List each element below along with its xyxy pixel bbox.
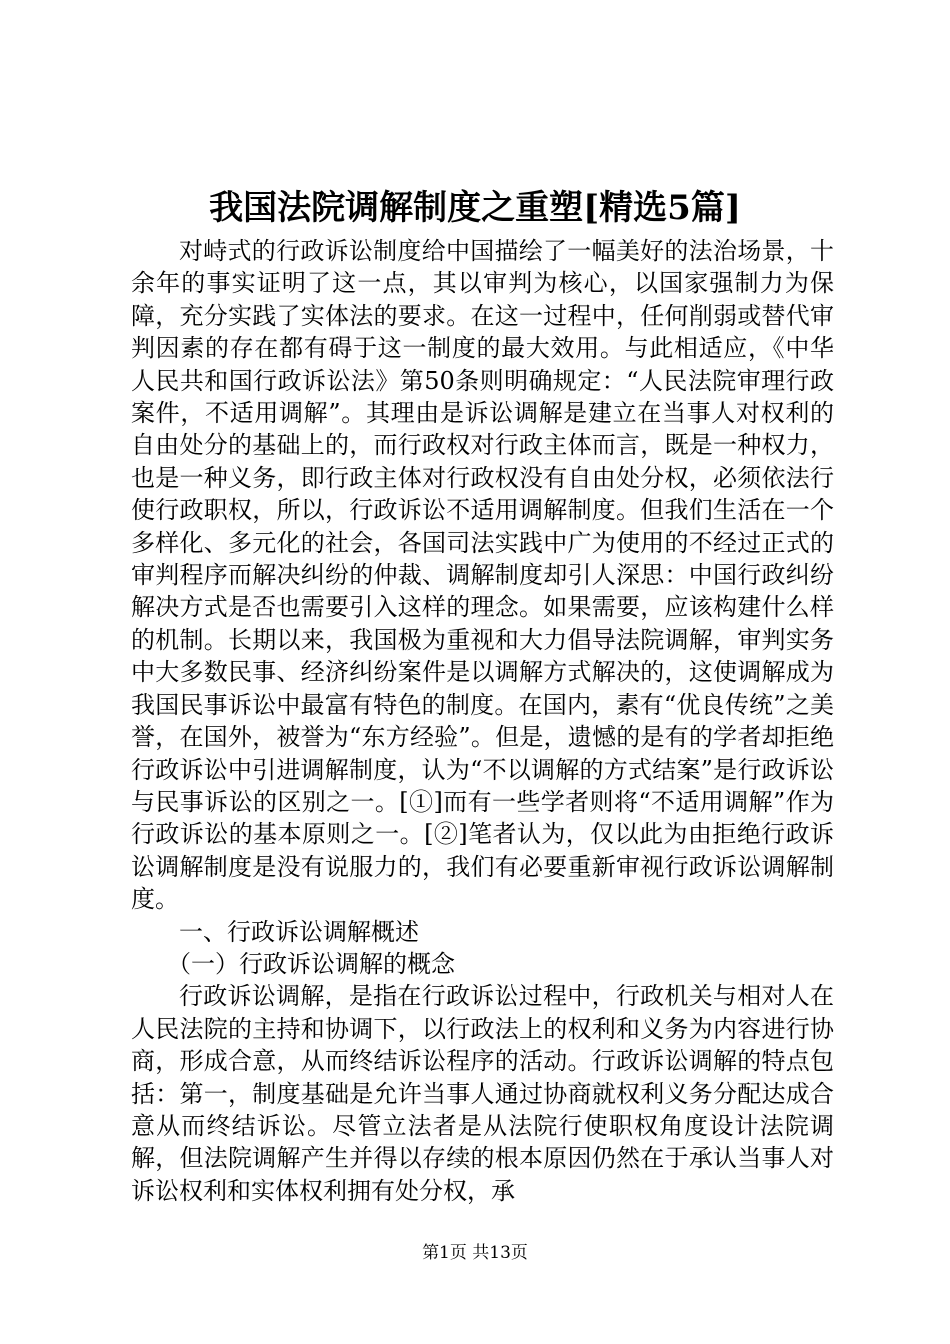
section-heading: 一、行政诉讼调解概述: [179, 917, 419, 946]
document-title: 我国法院调解制度之重塑[精选5篇]: [209, 188, 741, 228]
subsection-heading: （一）行政诉讼调解的概念: [167, 949, 455, 978]
body-paragraph: 行政诉讼调解，是指在行政诉讼过程中，行政机关与相对人在人民法院的主持和协调下，以行政法上的权利和义务为内容进行协商，形成合意，从而终结诉讼程序的活动。行政诉讼调解的特点包括：第一，制度基础是允许当事人通过协商就权利义务分配达成合意从而终结诉讼。尽管立法者是从法院行使职权角度设计法院调解，但法院调解产生并得以存续的根本原因仍然在于承认当事人对诉讼权利和实体权利拥有处分权，承: [131, 982, 834, 1205]
body-paragraph: 对峙式的行政诉讼制度给中国描绘了一幅美好的法治场景，十余年的事实证明了这一点，其以审判为核心，以国家强制力为保障，充分实践了实体法的要求。在这一过程中，任何削弱或替代审判因素的存在都有碍于这一制度的最大效用。与此相适应，《中华人民共和国行政诉讼法》第50条则明确规定：“人民法院审理行政案件，不适用调解”。其理由是诉讼调解是建立在当事人对权利的自由处分的基础上的，而行政权对行政主体而言，既是一种权力，也是一种义务，即行政主体对行政权没有自由处分权，必须依法行使行政职权，所以，行政诉讼不适用调解制度。但我们生活在一个多样化、多元化的社会，各国司法实践中广为使用的不经过正式的审判程序而解决纠纷的仲裁、调解制度却引人深思：中国行政纠纷解决方式是否也需要引入这样的理念。如果需要，应该构建什么样的机制。长期以来，我国极为重视和大力倡导法院调解，审判实务中大多数民事、经济纠纷案件是以调解方式解决的，这使调解成为我国民事诉讼中最富有特色的制度。在国内，素有“优良传统”之美誉，在国外，被誉为“东方经验”。但是，遗憾的是有的学者却拒绝行政诉讼中引进调解制度，认为“不以调解的方式结案”是行政诉讼与民事诉讼的区别之一。[①]而有一些学者则将“不适用调解”作为行政诉讼的基本原则之一。[②]笔者认为，仅以此为由拒绝行政诉讼调解制度是没有说服力的，我们有必要重新审视行政诉讼调解制度。: [131, 237, 834, 914]
document-body: [131, 235, 834, 1207]
page-footer: 第1页 共13页: [422, 1243, 528, 1263]
